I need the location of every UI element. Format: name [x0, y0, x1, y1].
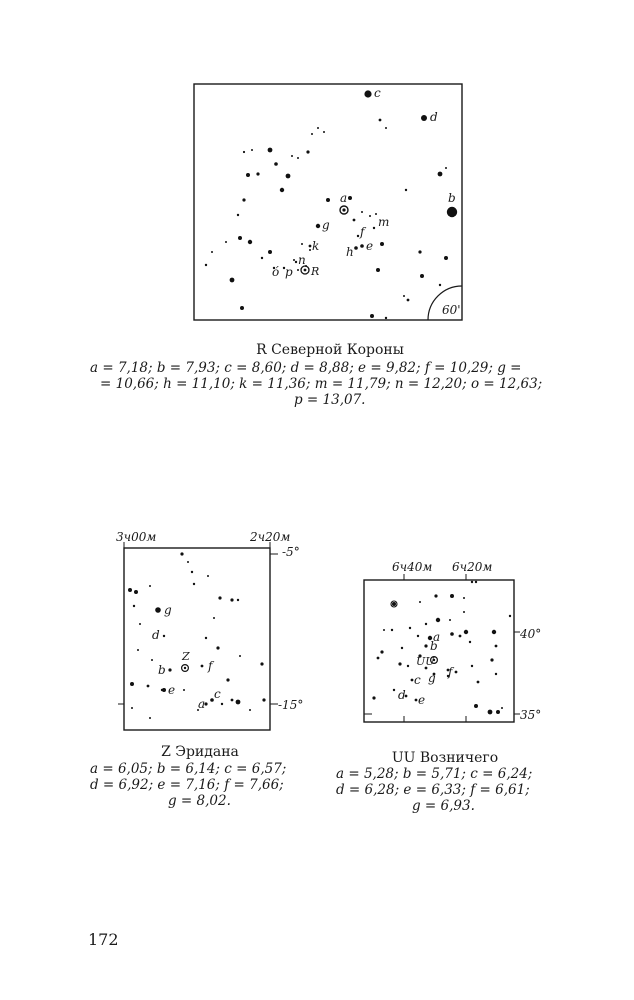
label-d: d — [398, 688, 406, 702]
star-e — [162, 688, 166, 692]
star-chart-r-crb — [190, 80, 470, 325]
label-variable-z: Z — [182, 650, 190, 663]
label-e: e — [168, 683, 176, 697]
magnitudes-line-3: p = 13,07. — [294, 392, 366, 408]
label-g: g — [322, 218, 330, 232]
label-a: a — [198, 697, 206, 711]
label-e: e — [418, 693, 426, 707]
star-e — [415, 699, 418, 702]
dec-top-label: -5° — [282, 545, 300, 559]
dec-top-label: 40° — [520, 627, 542, 641]
axis-ticks — [118, 542, 278, 704]
label-m: m — [378, 215, 390, 229]
star-f — [201, 665, 204, 668]
star-chart-uu-aur — [360, 572, 520, 727]
scale-label: 60' — [442, 303, 461, 317]
axis-ticks — [364, 574, 520, 722]
star-b — [447, 207, 457, 217]
chart-title-z-eri: Z Эридана — [161, 744, 239, 760]
field-stars — [128, 552, 266, 719]
star-f — [357, 235, 359, 237]
label-g: g — [428, 671, 436, 685]
chart-title-uu-aur: UU Возничего — [391, 750, 499, 766]
label-c: c — [414, 673, 421, 687]
star-e — [360, 244, 364, 248]
star-b — [424, 644, 427, 647]
dec-bottom-label: 35° — [520, 708, 542, 722]
uu-aur-magnitudes-line-2: d = 6,28; e = 6,33; f = 6,61; — [336, 782, 530, 798]
label-f: f — [208, 659, 213, 673]
chart-frame — [124, 548, 270, 730]
ra-right-label: 6ч20м — [452, 560, 493, 574]
star-d — [421, 115, 427, 121]
uu-aur-magnitudes-line-3: g = 6,93. — [412, 798, 475, 814]
star-k — [309, 245, 312, 248]
label-c: c — [214, 687, 221, 701]
label-g: g — [164, 603, 172, 617]
label-variable-uu: UU — [416, 655, 435, 668]
star-chart-z-eri — [118, 540, 283, 735]
label-d: d — [430, 110, 438, 124]
label-n: n — [298, 253, 306, 267]
label-f: f — [360, 225, 365, 239]
ra-left-label: 3ч00м — [116, 530, 157, 544]
star-c — [411, 679, 414, 682]
label-b: b — [448, 191, 456, 205]
label-k: k — [312, 239, 320, 253]
label-f: f — [448, 665, 453, 679]
dec-bottom-label: -15° — [278, 698, 304, 712]
label-h: h — [346, 245, 354, 259]
chart-title-r-crb: R Северной Короны — [256, 342, 404, 358]
star-m — [373, 227, 375, 229]
star-c — [364, 90, 371, 97]
label-o: ó — [272, 265, 280, 279]
label-variable-r: R — [311, 265, 320, 278]
label-e: e — [366, 239, 374, 253]
star-b — [168, 668, 171, 671]
label-p: p — [285, 265, 293, 279]
chart-frame — [364, 580, 514, 722]
star-g — [155, 607, 161, 613]
uu-aur-magnitudes-line-1: a = 5,28; b = 5,71; c = 6,24; — [336, 766, 533, 782]
star-n — [295, 261, 297, 263]
page-number: 172 — [88, 930, 119, 949]
label-c: c — [374, 86, 381, 100]
label-b: b — [158, 663, 166, 677]
star-g — [316, 224, 320, 228]
label-a: a — [433, 630, 441, 644]
z-eri-magnitudes-line-2: d = 6,92; e = 7,16; f = 7,66; — [90, 777, 284, 793]
star-d — [163, 635, 165, 637]
magnitudes-line-1: a = 7,18; b = 7,93; c = 8,60; d = 8,88; e = 9,82; f = 10,29; g = — [90, 360, 522, 376]
ra-left-label: 6ч40м — [392, 560, 433, 574]
label-b: b — [430, 639, 438, 653]
label-d: d — [152, 628, 160, 642]
z-eri-magnitudes-line-3: g = 8,02. — [168, 793, 231, 809]
label-a: a — [340, 191, 348, 205]
star-h — [354, 246, 358, 250]
z-eri-magnitudes-line-1: a = 6,05; b = 6,14; c = 6,57; — [90, 761, 287, 777]
magnitudes-line-2: = 10,66; h = 11,10; k = 11,36; m = 11,79; n = 12,20; o = 12,63; — [100, 376, 543, 392]
ra-right-label: 2ч20м — [250, 530, 291, 544]
